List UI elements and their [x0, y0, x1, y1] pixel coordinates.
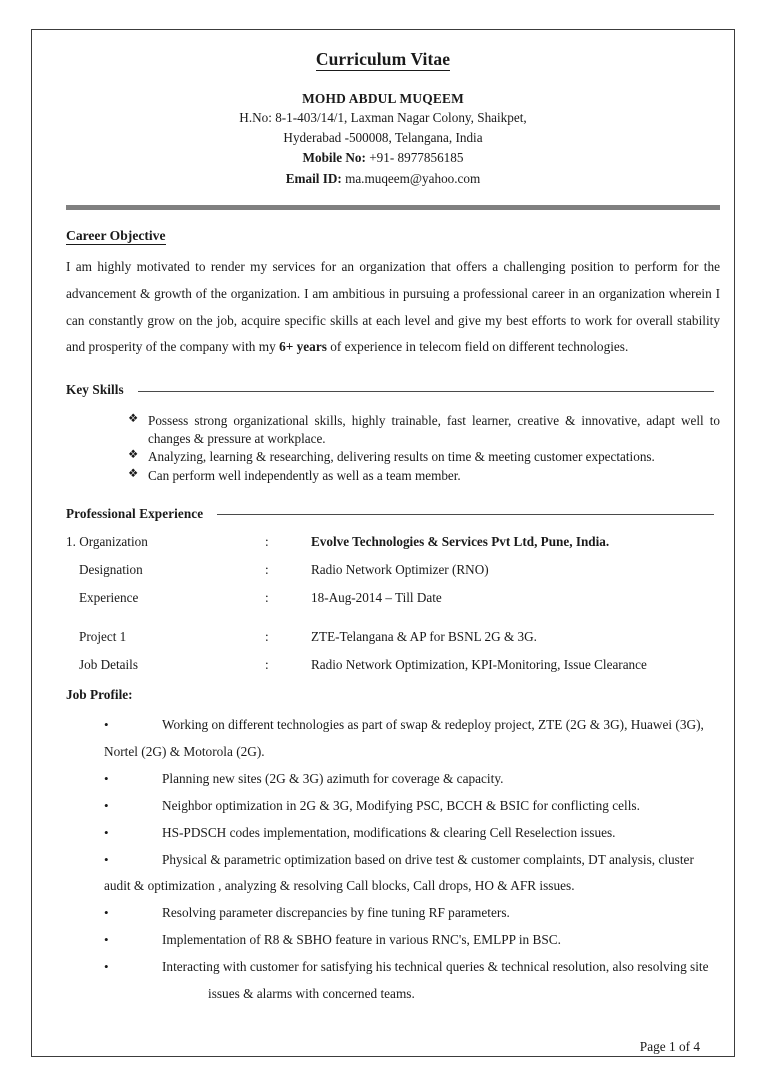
page-number: Page 1 of 4 [639, 1039, 700, 1054]
round-bullet-icon: • [104, 797, 109, 813]
diamond-bullet-icon: ❖ [128, 467, 139, 480]
table-row [66, 561, 706, 589]
professional-experience-heading [66, 506, 714, 522]
row-value: Radio Network Optimization, KPI-Monitoring, Issue Clearance [311, 657, 647, 673]
mobile-label: Mobile No: [302, 150, 366, 166]
objective-part-2: of experience in telecom field on different technologies. [326, 339, 629, 355]
list-item-label: Neighbor optimization in 2G & 3G, Modifying PSC, BCCH & BSIC for conflicting cells. [162, 797, 640, 813]
professional-experience-heading-text: Professional Experience [66, 505, 204, 521]
table-row [66, 628, 706, 656]
row-label: Experience [79, 589, 139, 605]
list-item-label: Can perform well independently as well as a team member. [148, 467, 461, 483]
list-item-label: Implementation of R8 & SBHO feature in various RNC's, EMLPP in BSC. [162, 932, 561, 948]
address-line-2: Hyderabad -500008, Telangana, India [283, 130, 483, 146]
list-item [66, 847, 722, 901]
round-bullet-icon: • [104, 932, 109, 948]
professional-experience-rule [217, 514, 714, 515]
list-item-label: Resolving parameter discrepancies by fine tuning RF parameters. [162, 905, 510, 921]
list-item [66, 766, 722, 793]
row-value: 18-Aug-2014 – Till Date [311, 589, 442, 605]
career-objective-heading-text: Career Objective [66, 227, 166, 243]
round-bullet-icon: • [104, 717, 109, 733]
row-label: Job Details [79, 657, 138, 673]
list-item-label-part-1: Interacting with customer for satisfying his technical queries & technical resolution, also resolving site [162, 959, 709, 975]
email-line [66, 170, 700, 188]
table-row [66, 656, 706, 684]
table-row [66, 533, 706, 561]
mobile-value: +91- 8977856185 [365, 150, 464, 166]
key-skills-list [66, 412, 720, 484]
row-colon: : [265, 561, 269, 577]
round-bullet-icon: • [104, 851, 109, 867]
list-item [66, 927, 722, 954]
key-skills-rule [138, 391, 714, 392]
list-item-label-part-2: issues & alarms with concerned teams. [208, 985, 415, 1001]
mobile-line [66, 149, 700, 167]
row-colon: : [265, 657, 269, 673]
diamond-bullet-icon: ❖ [128, 413, 139, 426]
list-item-label: Planning new sites (2G & 3G) azimuth for coverage & capacity. [162, 771, 504, 786]
address-line-1: H.No: 8-1-403/14/1, Laxman Nagar Colony, Shaikpet, [239, 110, 527, 125]
experience-table [66, 533, 706, 685]
row-value: Evolve Technologies & Services Pvt Ltd, Pune, India. [311, 533, 610, 549]
round-bullet-icon: • [104, 905, 109, 921]
row-value: ZTE-Telangana & AP for BSNL 2G & 3G. [311, 628, 537, 644]
list-item [66, 793, 722, 820]
list-item [128, 448, 720, 466]
key-skills-heading [66, 382, 714, 398]
row-label: 1. Organization [66, 533, 148, 549]
row-colon: : [265, 533, 269, 549]
list-item [66, 900, 722, 927]
document-title-text: Curriculum Vitae [315, 49, 451, 69]
career-objective-text [66, 254, 720, 361]
list-item-label: Working on different technologies as part of swap & redeploy project, ZTE (2G & 3G), Huawei (3G), Nortel (2G) & Motorola (2G). [104, 717, 704, 760]
row-label: Project 1 [79, 628, 127, 644]
header-separator-bar [66, 205, 720, 210]
list-item [128, 412, 720, 447]
page-content [32, 49, 734, 1057]
row-value: Radio Network Optimizer (RNO) [311, 561, 489, 577]
list-item-label: Physical & parametric optimization based on drive test & customer complaints, DT analysis, cluster audit & optimization , analyzing & resolving Call blocks, Call drops, HO & AFR issues. [104, 851, 694, 894]
email-value: ma.muqeem@yahoo.com [341, 170, 481, 186]
job-profile-heading: Job Profile: [66, 687, 133, 703]
row-label: Designation [79, 561, 143, 577]
objective-part-1: I am highly motivated to render my services for an organization that offers a challenging position to perform for the advancement & growth of the organization. I am ambitious in pursuing a professional career in an organization wherein I can constantly grow on the job, acquire specific skills at each level and give my best efforts to work for overall stability and prosperity of the company with my [66, 258, 720, 355]
email-label: Email ID: [285, 170, 342, 186]
career-objective-heading [66, 228, 166, 244]
document-page [31, 29, 735, 1057]
list-item [66, 820, 722, 847]
row-colon: : [265, 589, 269, 605]
list-item-label: HS-PDSCH codes implementation, modifications & clearing Cell Reselection issues. [162, 824, 616, 840]
list-item [66, 954, 722, 1008]
table-row [66, 589, 706, 628]
round-bullet-icon: • [104, 959, 109, 975]
candidate-name: MOHD ABDUL MUQEEM [302, 91, 464, 106]
objective-highlight: 6+ years [279, 339, 327, 355]
key-skills-heading-text: Key Skills [66, 382, 124, 398]
list-item-label: Analyzing, learning & researching, delivering results on time & meeting customer expectations. [148, 449, 655, 465]
document-title [66, 49, 700, 70]
list-item [128, 467, 720, 485]
round-bullet-icon: • [104, 824, 109, 840]
round-bullet-icon: • [104, 771, 109, 786]
diamond-bullet-icon: ❖ [128, 449, 139, 462]
job-profile-list [66, 712, 722, 1007]
list-item-label: Possess strong organizational skills, highly trainable, fast learner, creative & innovative, adapt well to changes & pressure at workplace. [148, 413, 720, 446]
list-item [66, 712, 722, 766]
row-colon: : [265, 628, 269, 644]
